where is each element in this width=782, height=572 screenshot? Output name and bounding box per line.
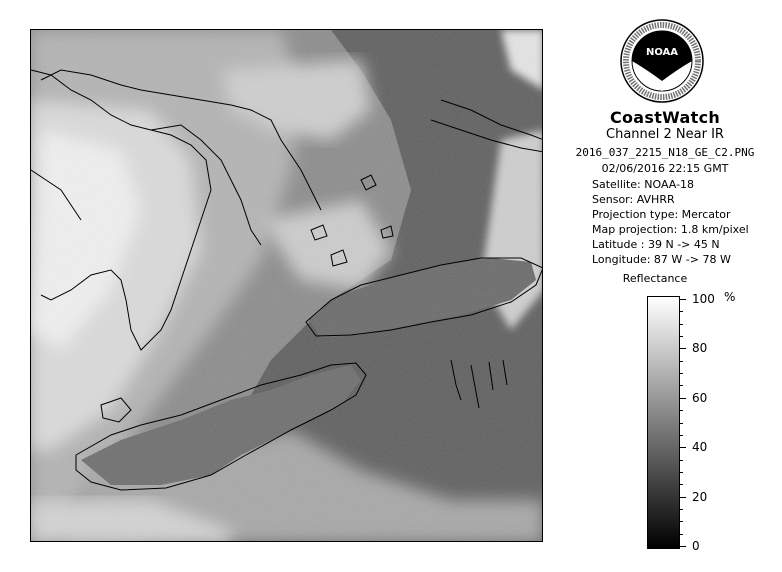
map-projection-label: Map projection: 1.8 km/pixel xyxy=(592,223,749,236)
satellite-map xyxy=(30,29,543,542)
colorbar-tick-label: 60 xyxy=(692,390,708,405)
colorbar-tick-label: 100 xyxy=(692,292,715,306)
colorbar-tick-label: 80 xyxy=(692,341,708,356)
colorbar-tick-mark xyxy=(680,497,686,498)
image-filename: 2016_037_2215_N18_GE_C2.PNG xyxy=(575,146,755,159)
colorbar-minor-tick xyxy=(680,484,683,485)
map-image xyxy=(31,30,543,542)
app-title: CoastWatch xyxy=(609,108,721,127)
projection-type-label: Projection type: Mercator xyxy=(592,208,731,221)
colorbar-tick-mark xyxy=(680,299,686,300)
colorbar-minor-tick xyxy=(680,509,683,510)
colorbar-minor-tick xyxy=(680,534,683,535)
colorbar-tick-mark xyxy=(680,546,686,547)
colorbar-tick-mark xyxy=(680,447,686,448)
longitude-label: Longitude: 87 W -> 78 W xyxy=(592,253,731,266)
legend-title: Reflectance xyxy=(622,272,688,285)
sensor-label: Sensor: AVHRR xyxy=(592,193,675,206)
colorbar-minor-tick xyxy=(680,435,683,436)
noaa-logo-icon xyxy=(620,19,704,103)
colorbar-minor-tick xyxy=(680,410,683,411)
image-datetime: 02/06/2016 22:15 GMT xyxy=(601,162,729,175)
reflectance-colorbar xyxy=(647,296,680,549)
colorbar-tick-label: 40 xyxy=(692,440,708,455)
colorbar-tick-mark xyxy=(680,398,686,399)
colorbar-tick-label: 20 xyxy=(692,489,708,504)
colorbar-minor-tick xyxy=(680,311,683,312)
colorbar-minor-tick xyxy=(680,361,683,362)
colorbar-minor-tick xyxy=(680,385,683,386)
colorbar-tick-mark xyxy=(680,348,686,349)
colorbar-minor-tick xyxy=(680,373,683,374)
logo-text: NOAA xyxy=(645,47,679,58)
colorbar-minor-tick xyxy=(680,460,683,461)
noise-texture xyxy=(31,30,543,542)
colorbar-minor-tick xyxy=(680,521,683,522)
colorbar-minor-tick xyxy=(680,472,683,473)
colorbar-minor-tick xyxy=(680,336,683,337)
channel-subtitle: Channel 2 Near IR xyxy=(606,127,724,142)
satellite-label: Satellite: NOAA-18 xyxy=(592,178,695,191)
colorbar-minor-tick xyxy=(680,423,683,424)
latitude-label: Latitude : 39 N -> 45 N xyxy=(592,238,720,251)
legend-unit: % xyxy=(724,290,736,304)
colorbar-minor-tick xyxy=(680,324,683,325)
colorbar-tick-label: 0 xyxy=(692,539,700,553)
